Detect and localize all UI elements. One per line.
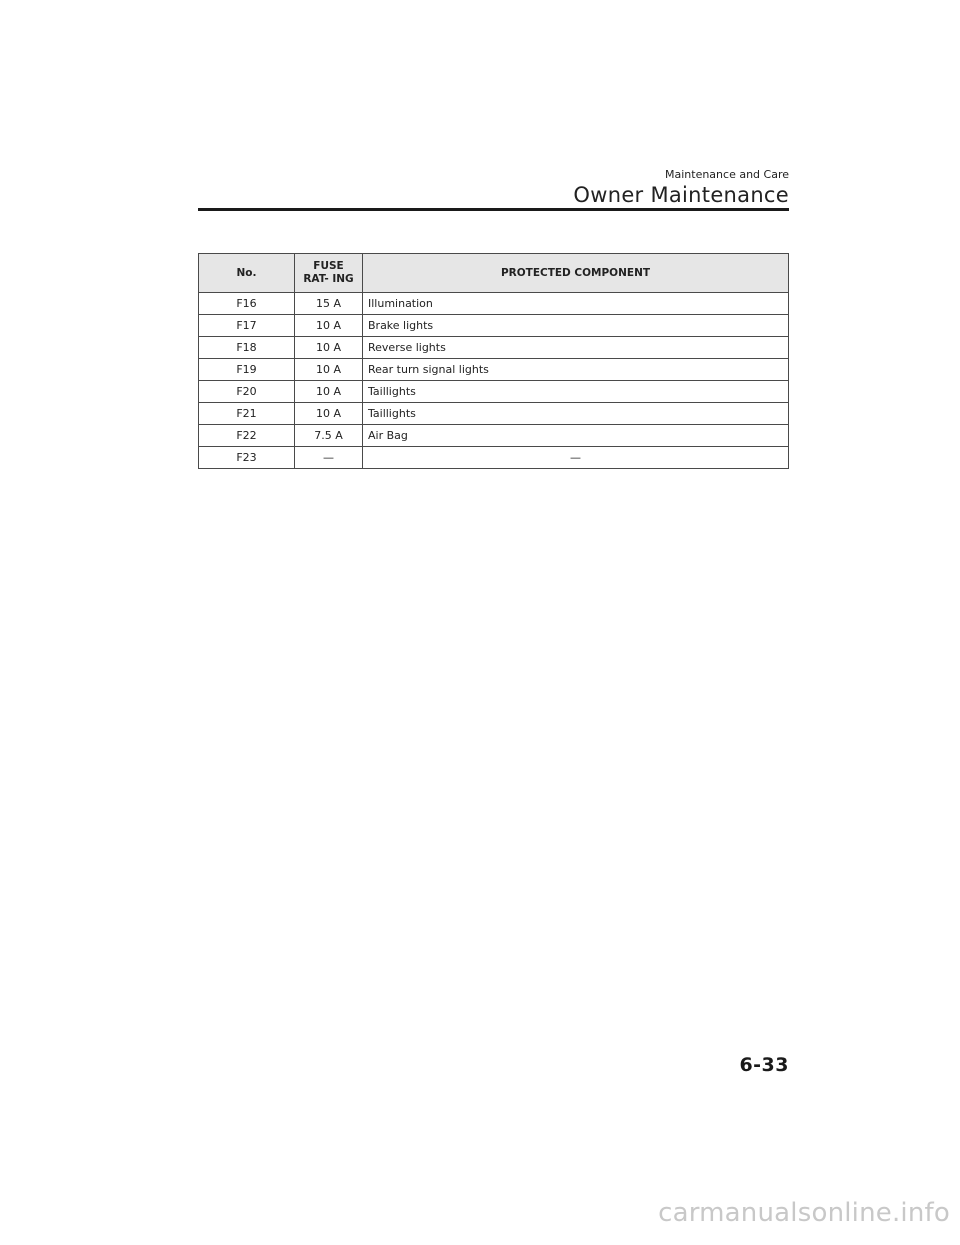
table-row: [199, 425, 789, 447]
cell-fuse-no: F21: [199, 403, 295, 425]
table-row: [199, 447, 789, 469]
fuse-table: [198, 253, 789, 469]
cell-protected-component: Illumination: [363, 293, 789, 315]
table-row: [199, 381, 789, 403]
cell-fuse-no: F18: [199, 337, 295, 359]
cell-fuse-rating: 10 A: [295, 359, 363, 381]
table-header-row: [199, 254, 789, 293]
cell-protected-component: Taillights: [363, 381, 789, 403]
cell-fuse-rating: 15 A: [295, 293, 363, 315]
cell-fuse-no: F19: [199, 359, 295, 381]
cell-protected-component: Rear turn signal lights: [363, 359, 789, 381]
cell-protected-component: —: [363, 447, 789, 469]
cell-protected-component: Air Bag: [363, 425, 789, 447]
cell-fuse-rating: —: [295, 447, 363, 469]
cell-fuse-rating: 7.5 A: [295, 425, 363, 447]
column-header-fuse-rating: FUSE RAT- ING: [295, 254, 363, 293]
table-row: [199, 403, 789, 425]
cell-fuse-no: F23: [199, 447, 295, 469]
cell-fuse-rating: 10 A: [295, 381, 363, 403]
cell-fuse-no: F16: [199, 293, 295, 315]
column-header-no: No.: [199, 254, 295, 293]
table-row: [199, 359, 789, 381]
table-row: [199, 315, 789, 337]
cell-fuse-rating: 10 A: [295, 337, 363, 359]
page-header: [198, 168, 789, 208]
cell-protected-component: Taillights: [363, 403, 789, 425]
header-rule: [198, 208, 789, 211]
cell-fuse-rating: 10 A: [295, 403, 363, 425]
cell-protected-component: Brake lights: [363, 315, 789, 337]
cell-fuse-no: F20: [199, 381, 295, 403]
cell-fuse-rating: 10 A: [295, 315, 363, 337]
cell-fuse-no: F22: [199, 425, 295, 447]
watermark: carmanualsonline.info: [658, 1198, 950, 1228]
table-row: [199, 337, 789, 359]
section-title: Owner Maintenance: [573, 183, 789, 207]
cell-fuse-no: F17: [199, 315, 295, 337]
table-row: [199, 293, 789, 315]
page-number: 6-33: [739, 1054, 789, 1076]
cell-protected-component: Reverse lights: [363, 337, 789, 359]
column-header-protected-component: PROTECTED COMPONENT: [363, 254, 789, 293]
section-label: Maintenance and Care: [665, 168, 789, 181]
